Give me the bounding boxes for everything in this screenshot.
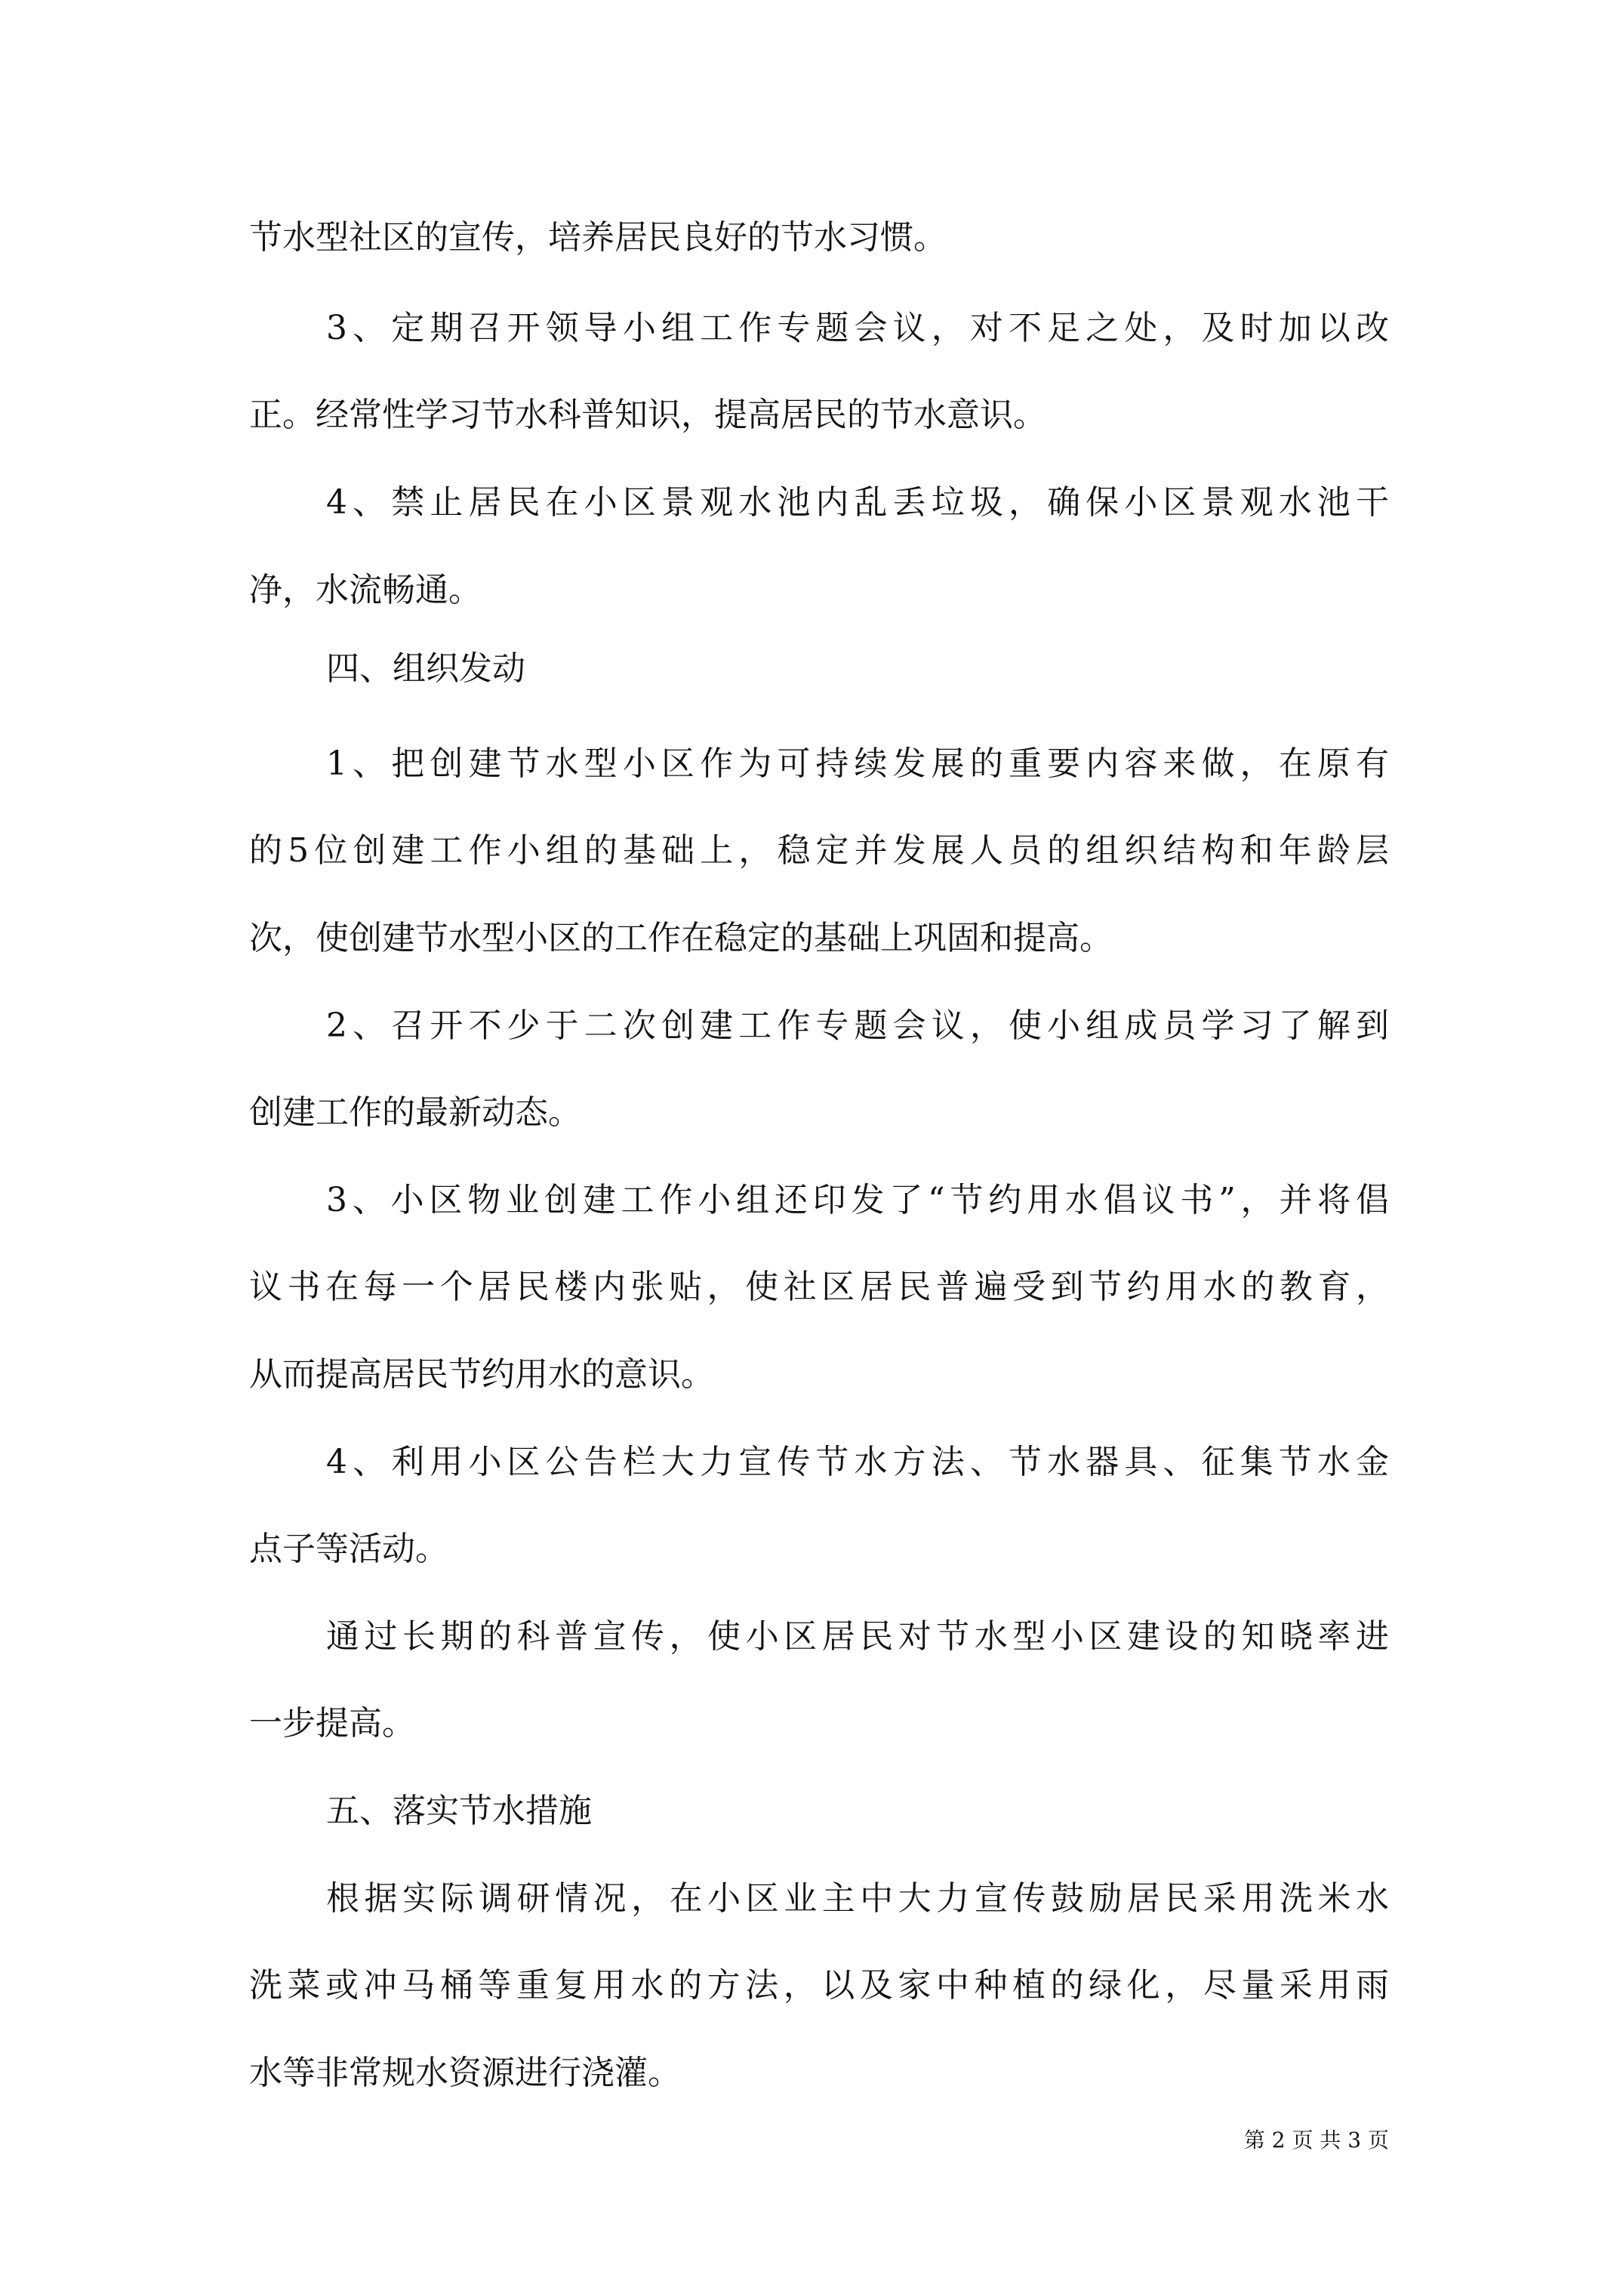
section-heading: 五、落实节水措施 — [326, 1792, 592, 1830]
body-text-line: 创建工作的最新动态。 — [249, 1093, 581, 1132]
body-text-line: 点子等活动。 — [249, 1530, 448, 1568]
body-text-line: 3、定期召开领导小组工作专题会议，对不足之处，及时加以改 — [326, 309, 1389, 347]
body-text-line: 2、召开不少于二次创建工作专题会议，使小组成员学习了解到 — [326, 1006, 1389, 1045]
body-text-line: 正。经常性学习节水科普知识，提高居民的节水意识。 — [249, 396, 1046, 434]
body-text-line: 根据实际调研情况，在小区业主中大力宣传鼓励居民采用洗米水 — [326, 1879, 1389, 1918]
body-text-line: 水等非常规水资源进行浇灌。 — [249, 2054, 681, 2092]
body-text-line: 3、小区物业创建工作小组还印发了“节约用水倡议书”，并将倡 — [326, 1181, 1389, 1219]
body-text-line: 次，使创建节水型小区的工作在稳定的基础上巩固和提高。 — [249, 919, 1113, 957]
section-heading: 四、组织发动 — [326, 649, 525, 688]
body-text-line: 4、禁止居民在小区景观水池内乱丢垃圾，确保小区景观水池干 — [326, 483, 1389, 522]
body-text-line: 洗菜或冲马桶等重复用水的方法，以及家中种植的绿化，尽量采用雨 — [249, 1966, 1389, 2005]
body-text-line: 通过长期的科普宣传，使小区居民对节水型小区建设的知晓率进 — [326, 1617, 1389, 1656]
body-text-line: 议书在每一个居民楼内张贴，使社区居民普遍受到节约用水的教育， — [249, 1268, 1389, 1306]
body-text-line: 节水型社区的宣传，培养居民良好的节水习惯。 — [249, 218, 947, 257]
body-text-line: 从而提高居民节约用水的意识。 — [249, 1355, 714, 1394]
body-text-line: 的5位创建工作小组的基础上，稳定并发展人员的组织结构和年龄层 — [249, 831, 1389, 870]
page-number-footer: 第 2 页 共 3 页 — [1243, 2128, 1389, 2153]
body-text-line: 4、利用小区公告栏大力宣传节水方法、节水器具、征集节水金 — [326, 1443, 1389, 1481]
body-text-line: 一步提高。 — [249, 1704, 415, 1743]
body-text-line: 1、把创建节水型小区作为可持续发展的重要内容来做，在原有 — [326, 744, 1389, 783]
body-text-line: 净，水流畅通。 — [249, 571, 482, 609]
